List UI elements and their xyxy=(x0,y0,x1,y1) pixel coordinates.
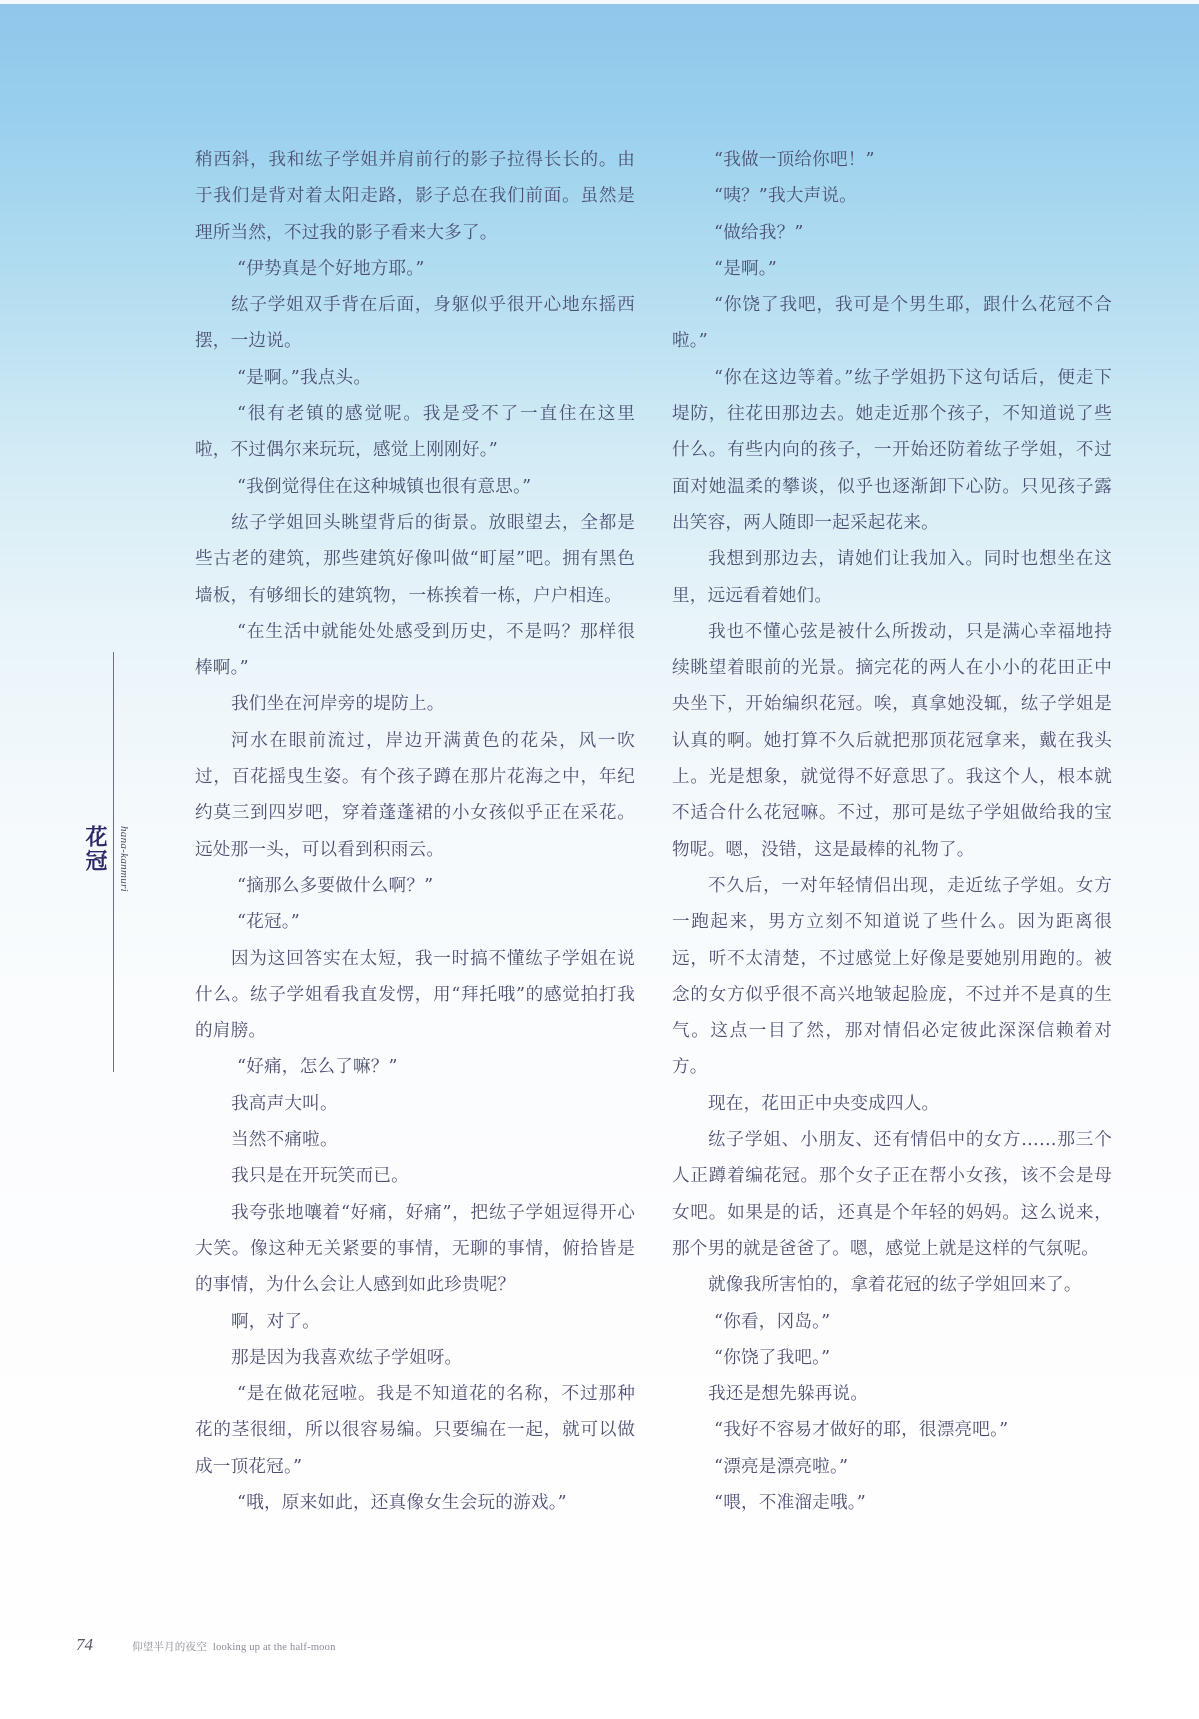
scan-corner-mark xyxy=(1106,1688,1190,1694)
paragraph: 因为这回答实在太短，我一时搞不懂纮子学姐在说什么。纮子学姐看我直发愣，用“拜托哦”的感觉拍打我的肩膀。 xyxy=(195,948,635,1042)
paragraph: “是啊。” xyxy=(714,258,777,279)
paragraph: 稍西斜，我和纮子学姐并肩前行的影子拉得长长的。由于我们是背对着太阳走路，影子总在我们前面。虽然是理所当然，不过我的影子看来大多了。 xyxy=(195,150,635,243)
scan-top-edge xyxy=(0,0,1199,4)
paragraph: “你在这边等着。”纮子学姐扔下这句话后，便走下堤防，往花田那边去。她走近那个孩子，不知道说了些什么。有些内向的孩子，一开始还防着纮子学姐，不过面对她温柔的攀谈，似乎也逐渐卸下心防。只见孩子露出笑容，两人随即一起采起花来。 xyxy=(672,367,1112,533)
paragraph: “摘那么多要做什么啊？” xyxy=(237,875,434,896)
paragraph: 当然不痛啦。 xyxy=(231,1130,338,1151)
paragraph: “喂，不准溜走哦。” xyxy=(714,1492,866,1513)
paragraph: 啊，对了。 xyxy=(231,1311,320,1332)
paragraph: “你饶了我吧。” xyxy=(714,1347,831,1368)
chapter-romaji-vertical: hana-kanmuri xyxy=(118,826,130,892)
paragraph: 我还是想先躲再说。 xyxy=(708,1384,869,1405)
paragraph: 现在，花田正中央变成四人。 xyxy=(708,1093,940,1114)
running-title xyxy=(132,1639,336,1654)
paragraph: “伊势真是个好地方耶。” xyxy=(237,258,425,279)
paragraph: “漂亮是漂亮啦。” xyxy=(714,1456,849,1477)
side-vertical-rule xyxy=(113,652,114,1072)
paragraph: 我夸张地嚷着“好痛，好痛”，把纮子学姐逗得开心大笑。像这种无关紧要的事情，无聊的事情，俯拾皆是的事情，为什么会让人感到如此珍贵呢？ xyxy=(195,1202,635,1296)
running-title-en: looking up at the half-moon xyxy=(212,1642,336,1653)
paragraph: 我也不懂心弦是被什么所拨动，只是满心幸福地持续眺望着眼前的光景。摘完花的两人在小小的花田正中央坐下，开始编织花冠。唉，真拿她没辄，纮子学姐是认真的啊。她打算不久后就把那顶花冠拿来，戴在我头上。光是想象，就觉得不好意思了。我这个人，根本就不适合什么花冠嘛。不过，那可是纮子学姐做给我的宝物呢。嗯，没错，这是最棒的礼物了。 xyxy=(672,621,1112,860)
paragraph: 纮子学姐双手背在后面，身躯似乎很开心地东摇西摆，一边说。 xyxy=(195,295,635,352)
paragraph: “我好不容易才做好的耶，很漂亮吧。” xyxy=(714,1420,1009,1441)
paragraph: “你看，冈岛。” xyxy=(714,1311,831,1332)
paragraph: “你饶了我吧，我可是个男生耶，跟什么花冠不合啦。” xyxy=(672,295,1112,352)
paragraph: 不久后，一对年轻情侣出现，走近纮子学姐。女方一跑起来，男方立刻不知道说了些什么。因为距离很远，听不太清楚，不过感觉上好像是要她别用跑的。被念的女方似乎很不高兴地皱起脸庞，不过并不是真的生气。这点一目了然，那对情侣必定彼此深深信赖着对方。 xyxy=(672,875,1112,1078)
paragraph: 我想到那边去，请她们让我加入。同时也想坐在这里，远远看着她们。 xyxy=(672,549,1112,606)
page-number: 74 xyxy=(76,1635,93,1654)
page-footer xyxy=(76,1635,336,1655)
paragraph: “咦？”我大声说。 xyxy=(714,186,857,207)
paragraph: 纮子学姐、小朋友、还有情侣中的女方……那三个人正蹲着编花冠。那个女子正在帮小女孩，该不会是母女吧。如果是的话，还真是个年轻的妈妈。这么说来，那个男的就是爸爸了。嗯，感觉上就是这样的气氛呢。 xyxy=(672,1130,1112,1259)
paragraph: 河水在眼前流过，岸边开满黄色的花朵，风一吹过，百花摇曳生姿。有个孩子蹲在那片花海之中，年纪约莫三到四岁吧，穿着蓬蓬裙的小女孩似乎正在采花。远处那一头，可以看到积雨云。 xyxy=(195,730,635,860)
right-text-column xyxy=(672,142,1112,1521)
paragraph: “花冠。” xyxy=(237,912,300,933)
paragraph: “我倒觉得住在这种城镇也很有意思。” xyxy=(237,476,532,497)
paragraph: “好痛，怎么了嘛？” xyxy=(237,1057,398,1078)
paragraph: “很有老镇的感觉呢。我是受不了一直住在这里啦，不过偶尔来玩玩，感觉上刚刚好。” xyxy=(195,404,635,461)
paragraph: “是在做花冠啦。我是不知道花的名称，不过那种花的茎很细，所以很容易编。只要编在一起，就可以做成一顶花冠。” xyxy=(195,1384,635,1477)
paragraph: 我们坐在河岸旁的堤防上。 xyxy=(231,694,445,715)
paragraph: “我做一顶给你吧！” xyxy=(714,150,875,170)
paragraph: 我只是在开玩笑而已。 xyxy=(231,1166,409,1187)
paragraph: “在生活中就能处处感受到历史，不是吗？那样很棒啊。” xyxy=(195,621,635,679)
paragraph: 我高声大叫。 xyxy=(231,1093,338,1114)
paragraph: 那是因为我喜欢纮子学姐呀。 xyxy=(231,1347,463,1368)
paragraph: “做给我？” xyxy=(714,222,804,243)
chapter-title-vertical: 花冠 xyxy=(82,825,108,873)
paragraph: “哦，原来如此，还真像女生会玩的游戏。” xyxy=(237,1492,567,1513)
left-text-column xyxy=(195,142,635,1521)
paragraph: “是啊。”我点头。 xyxy=(237,367,372,388)
paragraph: 纮子学姐回头眺望背后的街景。放眼望去，全都是些古老的建筑，那些建筑好像叫做“町屋”吧。拥有黑色墙板，有够细长的建筑物，一栋挨着一栋，户户相连。 xyxy=(195,512,635,606)
running-title-cn: 仰望半月的夜空 xyxy=(132,1642,207,1653)
paragraph: 就像我所害怕的，拿着花冠的纮子学姐回来了。 xyxy=(708,1275,1082,1296)
